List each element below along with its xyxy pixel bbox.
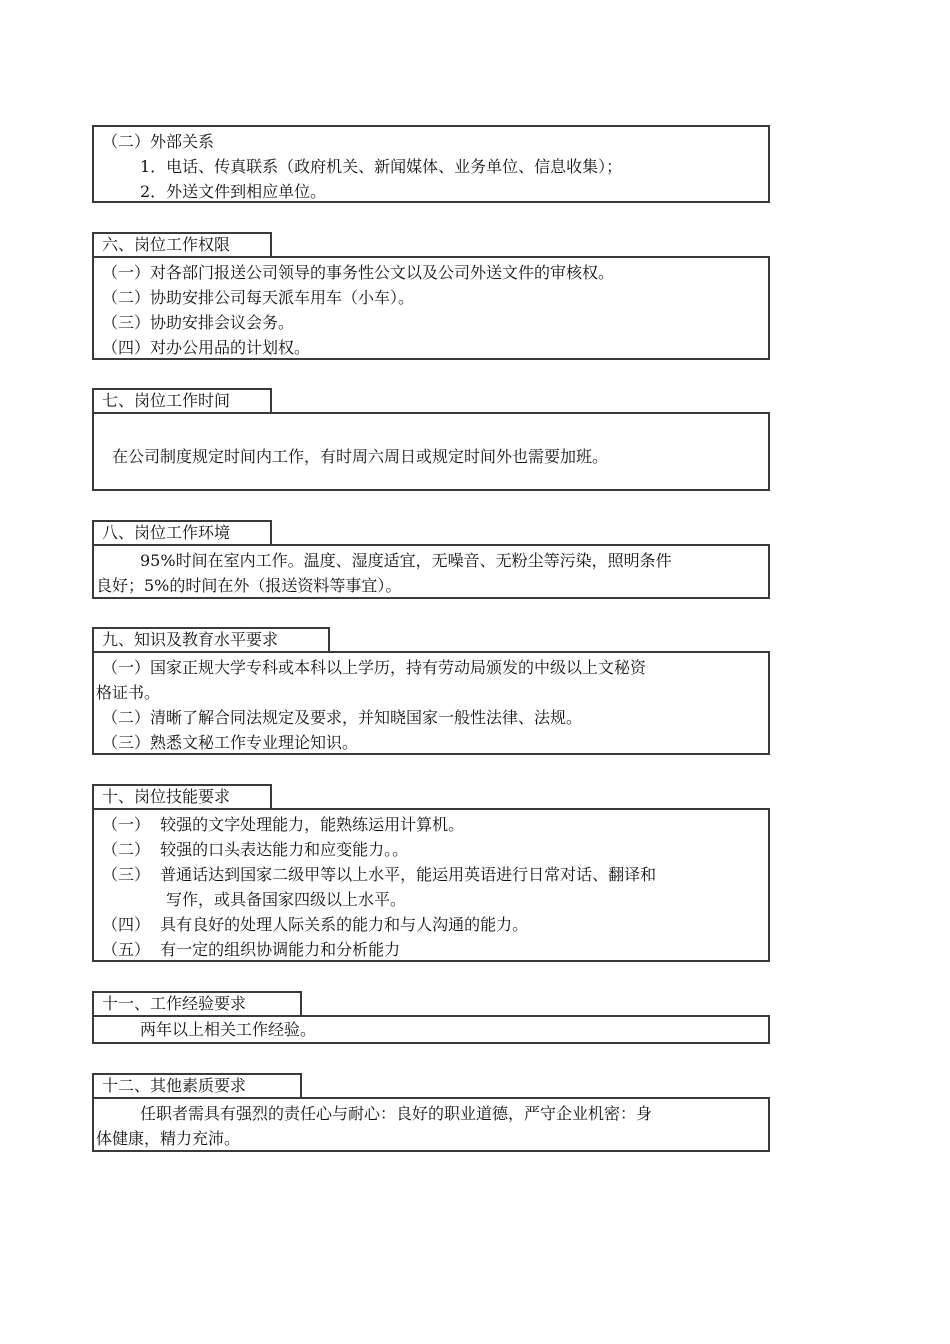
section12-line1: 任职者需具有强烈的责任心与耐心：良好的职业道德，严守企业机密：身 xyxy=(140,1104,653,1123)
section6-title: 六、岗位工作权限 xyxy=(92,232,272,258)
section7-text: 在公司制度规定时间内工作，有时周六周日或规定时间外也需要加班。 xyxy=(112,447,609,466)
external-item-1: 1．电话、传真联系（政府机关、新闻媒体、业务单位、信息收集）； xyxy=(140,157,623,176)
external-relations-heading: （二）外部关系 xyxy=(102,132,215,151)
list-item: （二）清晰了解合同法规定及要求，并知晓国家一般性法律、法规。 xyxy=(102,708,583,727)
list-item: （一）对各部门报送公司领导的事务性公文以及公司外送文件的审核权。 xyxy=(102,263,615,282)
section12-title: 十二、其他素质要求 xyxy=(92,1073,302,1099)
list-item: （四） 具有良好的处理人际关系的能力和与人沟通的能力。 xyxy=(102,915,529,934)
section7-box xyxy=(92,412,770,491)
list-item: （三） 普通话达到国家二级甲等以上水平，能运用英语进行日常对话、翻译和 xyxy=(102,865,657,884)
section11-title: 十一、工作经验要求 xyxy=(92,991,302,1017)
external-relations-box xyxy=(92,125,770,203)
section12-box xyxy=(92,1097,770,1152)
section11-text: 两年以上相关工作经验。 xyxy=(140,1020,317,1039)
list-item: （四）对办公用品的计划权。 xyxy=(102,338,311,357)
section6-box xyxy=(92,256,770,360)
section8-line2: 良好；5%的时间在外（报送资料等事宜）。 xyxy=(96,576,402,595)
list-item: （三）协助安排会议会务。 xyxy=(102,313,295,332)
list-item: （三）熟悉文秘工作专业理论知识。 xyxy=(102,733,359,752)
external-item-2: 2．外送文件到相应单位。 xyxy=(140,182,327,201)
section10-title: 十、岗位技能要求 xyxy=(92,784,272,810)
section8-title: 八、岗位工作环境 xyxy=(92,520,272,546)
list-item: （五） 有一定的组织协调能力和分析能力 xyxy=(102,940,401,959)
section8-box xyxy=(92,544,770,599)
section9-title: 九、知识及教育水平要求 xyxy=(92,627,330,653)
list-item: （一） 较强的文字处理能力，能熟练运用计算机。 xyxy=(102,815,465,834)
section8-line1: 95%时间在室内工作。温度、湿度适宜，无噪音、无粉尘等污染，照明条件 xyxy=(140,551,672,570)
section11-box xyxy=(92,1015,770,1044)
section12-line2: 体健康，精力充沛。 xyxy=(96,1129,241,1148)
section10-box xyxy=(92,808,770,962)
list-item: （一）国家正规大学专科或本科以上学历，持有劳动局颁发的中级以上文秘资 xyxy=(102,658,647,677)
section7-title: 七、岗位工作时间 xyxy=(92,388,272,414)
list-item: （二）协助安排公司每天派车用车（小车）。 xyxy=(102,288,415,307)
list-item: 写作，或具备国家四级以上水平。 xyxy=(166,890,407,909)
list-item: 格证书。 xyxy=(96,683,161,702)
section9-box xyxy=(92,651,770,755)
list-item: （二） 较强的口头表达能力和应变能力。。 xyxy=(102,840,409,859)
